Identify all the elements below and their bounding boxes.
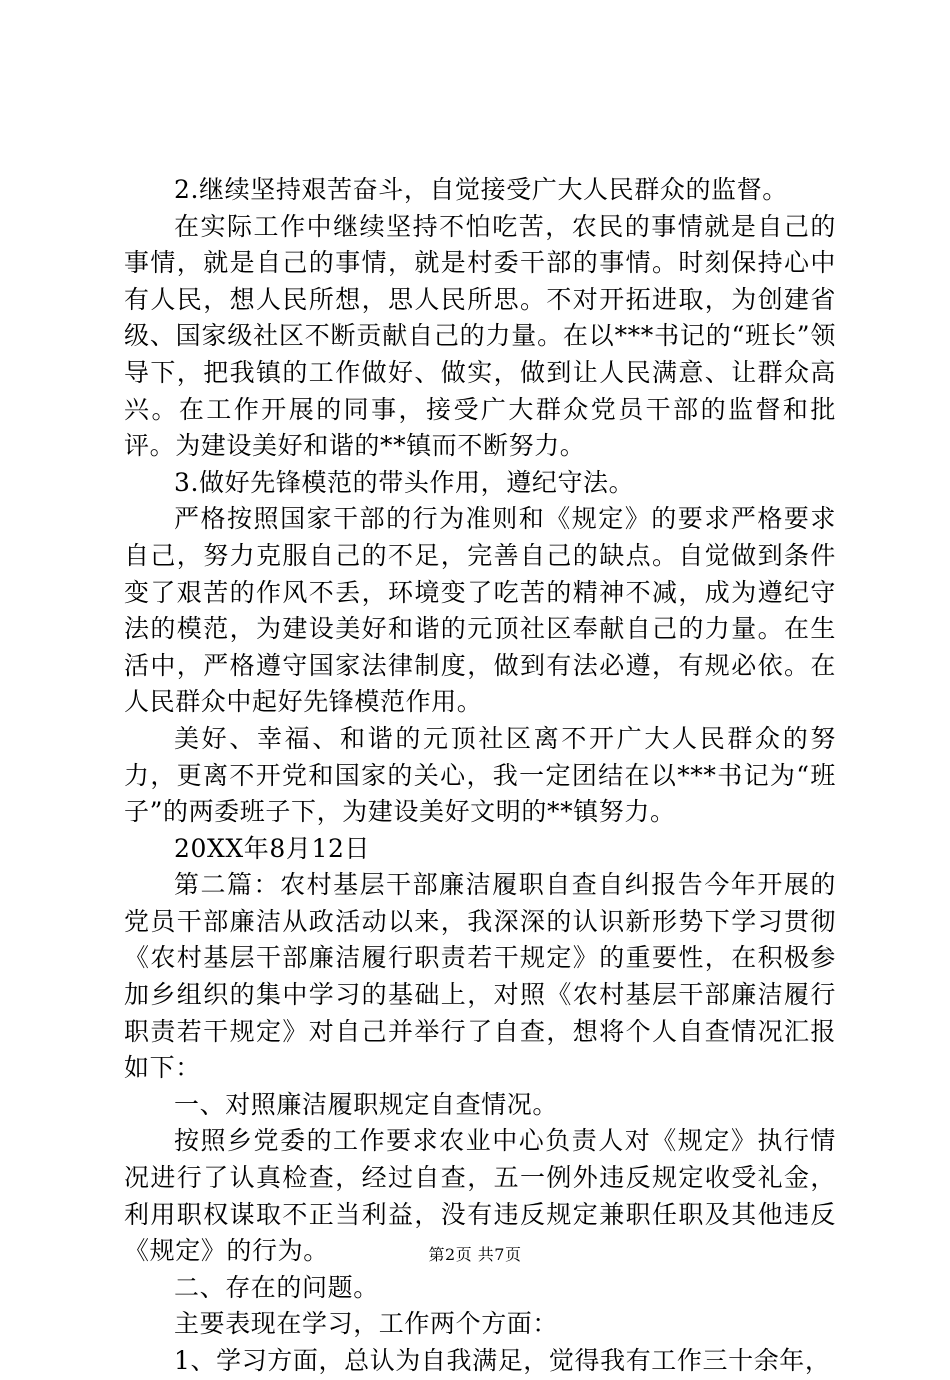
paragraph: 严格按照国家干部的行为准则和《规定》的要求严格要求自己，努力克服自己的不足，完善自己的缺点。自觉做到条件变了艰苦的作风不丢，环境变了吃苦的精神不减，成为遵纪守法的模范，为建设美好和谐的元顶社区奉献自己的力量。在生活中，严格遵守国家法律制度，做到有法必遵，有规必依。在人民群众中起好先锋模范作用。 [124, 504, 836, 717]
section-heading: 二、存在的问题。 [174, 1272, 379, 1302]
section-heading: 3.做好先锋模范的带头作用，遵纪守法。 [174, 467, 635, 497]
paragraph: 第二篇：农村基层干部廉洁履职自查自纠报告今年开展的党员干部廉洁从政活动以来，我深深的认识新形势下学习贯彻《农村基层干部廉洁履行职责若干规定》的重要性，在积极参加乡组织的集中学习的基础上，对照《农村基层干部廉洁履行职责若干规定》对自己并举行了自查，想将个人自查情况汇报如下： [124, 870, 836, 1083]
paragraph: 按照乡党委的工作要求农业中心负责人对《规定》执行情况进行了认真检查，经过自查，五一例外违反规定收受礼金，利用职权谋取不正当利益，没有违反规定兼职任职及其他违反《规定》的行为。 [124, 1126, 836, 1266]
section-heading: 2.继续坚持艰苦奋斗，自觉接受广大人民群众的监督。 [174, 175, 788, 204]
date-line: 20XX年8月12日 [174, 833, 371, 863]
section-heading: 一、对照廉洁履职规定自查情况。 [174, 1089, 559, 1119]
page-footer: 第2页 共7页 [428, 1245, 522, 1264]
paragraph: 在实际工作中继续坚持不怕吃苦，农民的事情就是自己的事情，就是自己的事情，就是村委干部的事情。时刻保持心中有人民，想人民所想，思人民所思。不对开拓进取，为创建省级、国家级社区不断贡献自己的力量。在以***书记的“班长”领导下，把我镇的工作做好、做实，做到让人民满意、让群众高兴。在工作开展的同事，接受广大群众党员干部的监督和批评。为建设美好和谐的**镇而不断努力。 [124, 211, 836, 461]
paragraph: 美好、幸福、和谐的元顶社区离不开广大人民群众的努力，更离不开党和国家的关心，我一定团结在以***书记为“班子”的两委班子下，为建设美好文明的**镇努力。 [124, 723, 836, 827]
paragraph: 主要表现在学习，工作两个方面： [174, 1309, 559, 1339]
paragraph: 1、学习方面，总认为自我满足，觉得我有工作三十余年， [174, 1346, 831, 1375]
document-body [124, 172, 836, 1380]
